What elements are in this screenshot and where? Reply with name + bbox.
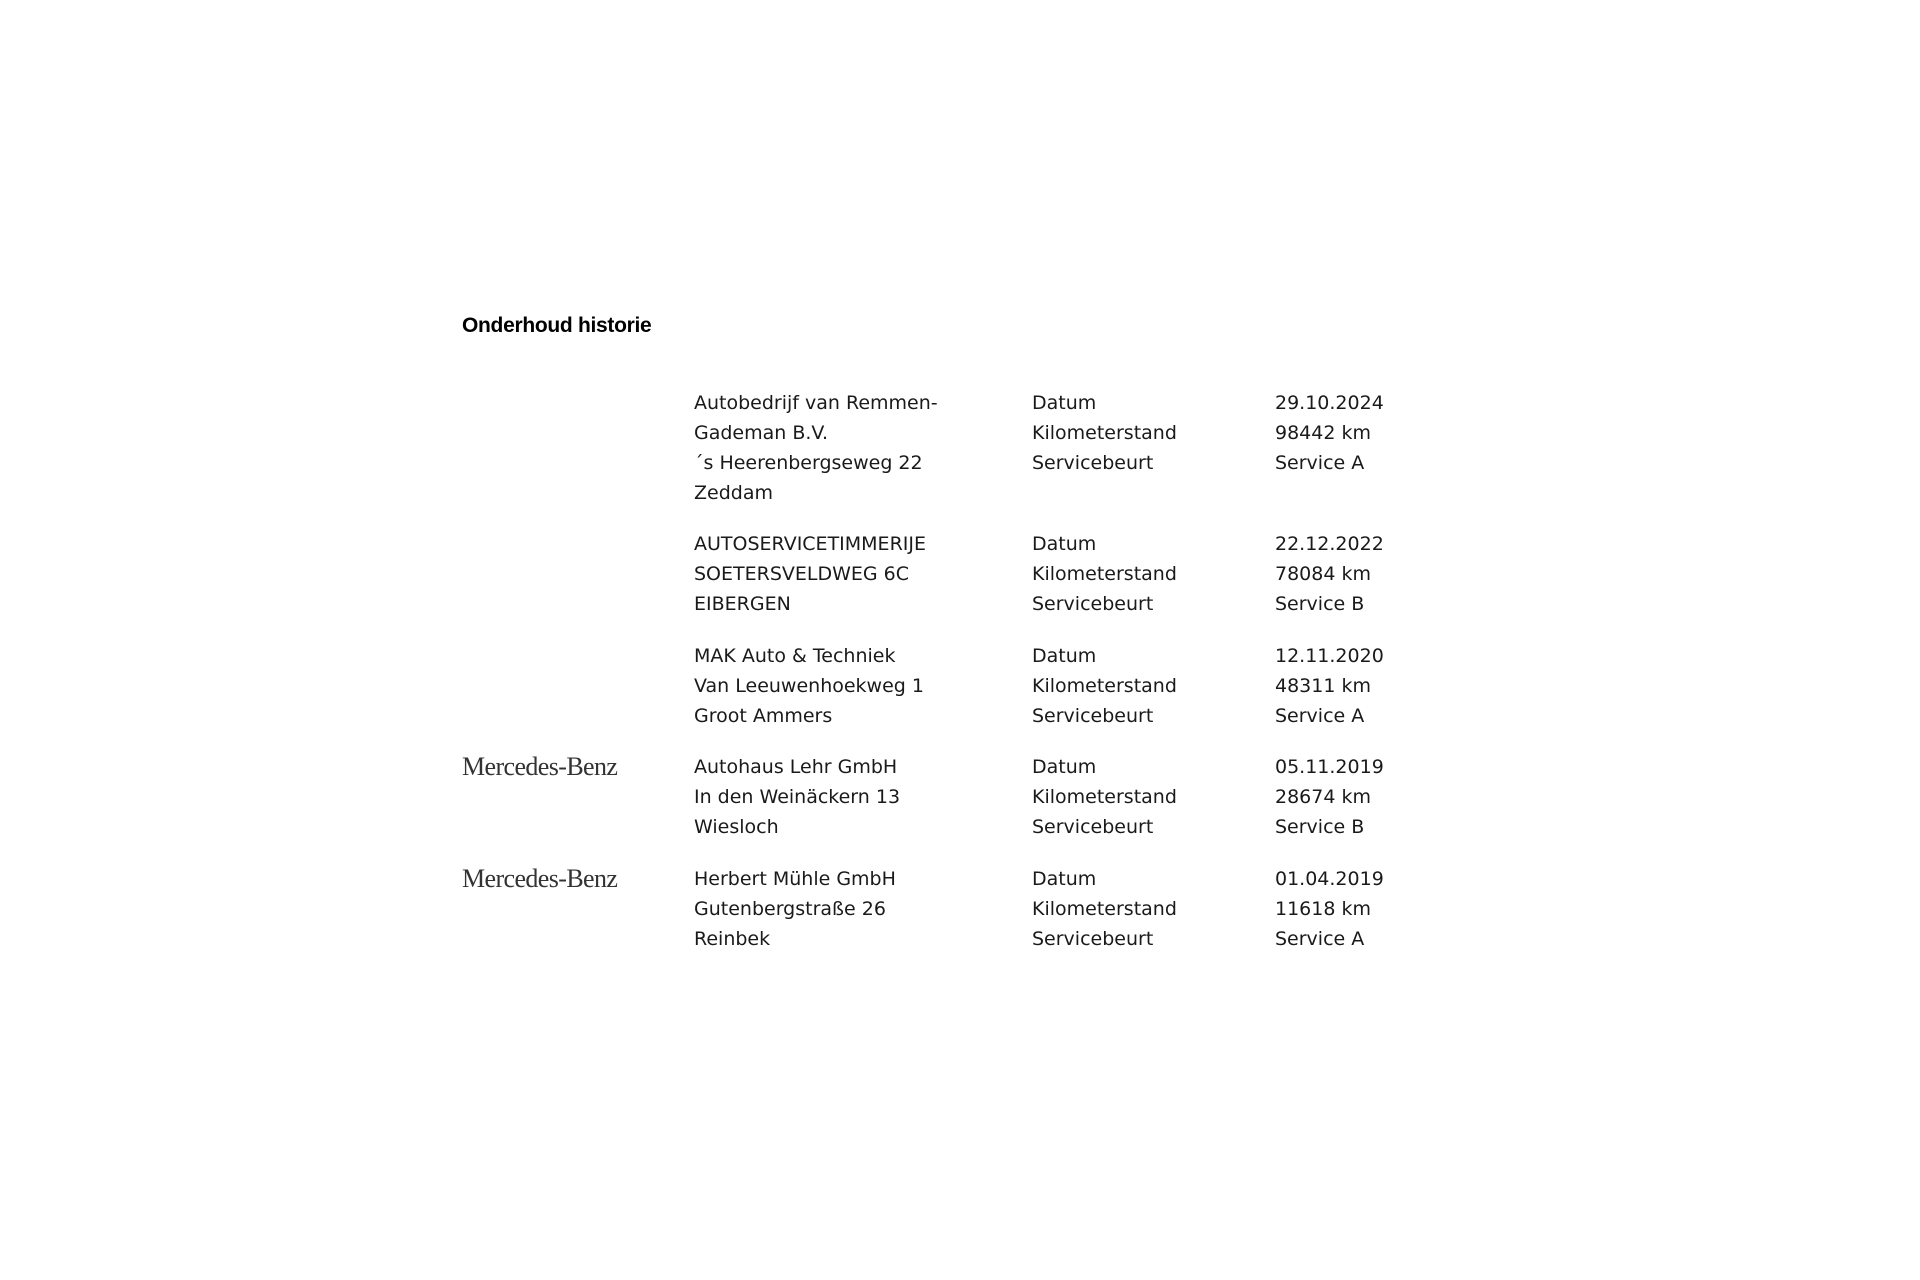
- address-line: SOETERSVELDWEG 6C: [694, 563, 910, 585]
- date-label: Datum: [1032, 868, 1097, 890]
- dealer-address: [694, 388, 938, 508]
- field-labels: [1032, 864, 1177, 954]
- field-values: [1275, 388, 1384, 478]
- service-type-label: Servicebeurt: [1032, 705, 1154, 727]
- date-label: Datum: [1032, 533, 1097, 555]
- brand-wordmark: Mercedes-Benz: [462, 864, 618, 893]
- address-line: AUTOSERVICETIMMERIJE: [694, 533, 926, 555]
- address-line: Gademan B.V.: [694, 422, 829, 444]
- field-values: [1275, 752, 1384, 842]
- address-line: Autobedrijf van Remmen-: [694, 392, 938, 414]
- mileage-label: Kilometerstand: [1032, 675, 1177, 697]
- date-value: 12.11.2020: [1275, 645, 1384, 667]
- address-line: EIBERGEN: [694, 593, 791, 615]
- service-type-value: Service A: [1275, 452, 1365, 474]
- service-type-label: Servicebeurt: [1032, 928, 1154, 950]
- address-line: ´s Heerenbergseweg 22: [694, 452, 923, 474]
- mileage-value: 11618 km: [1275, 898, 1371, 920]
- address-line: Autohaus Lehr GmbH: [694, 756, 898, 778]
- address-line: Van Leeuwenhoekweg 1: [694, 675, 924, 697]
- service-type-label: Servicebeurt: [1032, 593, 1154, 615]
- mileage-label: Kilometerstand: [1032, 422, 1177, 444]
- date-value: 29.10.2024: [1275, 392, 1384, 414]
- field-labels: [1032, 641, 1177, 731]
- address-line: In den Weinäckern 13: [694, 786, 901, 808]
- service-type-label: Servicebeurt: [1032, 452, 1154, 474]
- field-values: [1275, 641, 1384, 731]
- mileage-value: 98442 km: [1275, 422, 1371, 444]
- address-line: Zeddam: [694, 482, 773, 504]
- address-line: Reinbek: [694, 928, 771, 950]
- field-values: [1275, 864, 1384, 954]
- field-labels: [1032, 752, 1177, 842]
- address-line: Wiesloch: [694, 816, 779, 838]
- date-label: Datum: [1032, 645, 1097, 667]
- brand-wordmark: Mercedes-Benz: [462, 752, 618, 781]
- dealer-address: [694, 864, 896, 954]
- date-value: 05.11.2019: [1275, 756, 1384, 778]
- mileage-value: 48311 km: [1275, 675, 1371, 697]
- field-labels: [1032, 529, 1177, 619]
- service-type-value: Service B: [1275, 593, 1365, 615]
- dealer-address: [694, 752, 900, 842]
- service-type-value: Service A: [1275, 705, 1365, 727]
- field-values: [1275, 529, 1384, 619]
- date-value: 01.04.2019: [1275, 868, 1384, 890]
- address-line: Herbert Mühle GmbH: [694, 868, 896, 890]
- mileage-label: Kilometerstand: [1032, 786, 1177, 808]
- date-label: Datum: [1032, 756, 1097, 778]
- service-type-value: Service A: [1275, 928, 1365, 950]
- mileage-value: 78084 km: [1275, 563, 1371, 585]
- address-line: MAK Auto & Techniek: [694, 645, 896, 667]
- date-label: Datum: [1032, 392, 1097, 414]
- address-line: Groot Ammers: [694, 705, 833, 727]
- field-labels: [1032, 388, 1177, 478]
- address-line: Gutenbergstraße 26: [694, 898, 886, 920]
- mileage-value: 28674 km: [1275, 786, 1371, 808]
- mileage-label: Kilometerstand: [1032, 898, 1177, 920]
- dealer-address: [694, 529, 926, 619]
- page-title: Onderhoud historie: [462, 314, 652, 337]
- service-type-value: Service B: [1275, 816, 1365, 838]
- mileage-label: Kilometerstand: [1032, 563, 1177, 585]
- service-type-label: Servicebeurt: [1032, 816, 1154, 838]
- dealer-address: [694, 641, 924, 731]
- date-value: 22.12.2022: [1275, 533, 1384, 555]
